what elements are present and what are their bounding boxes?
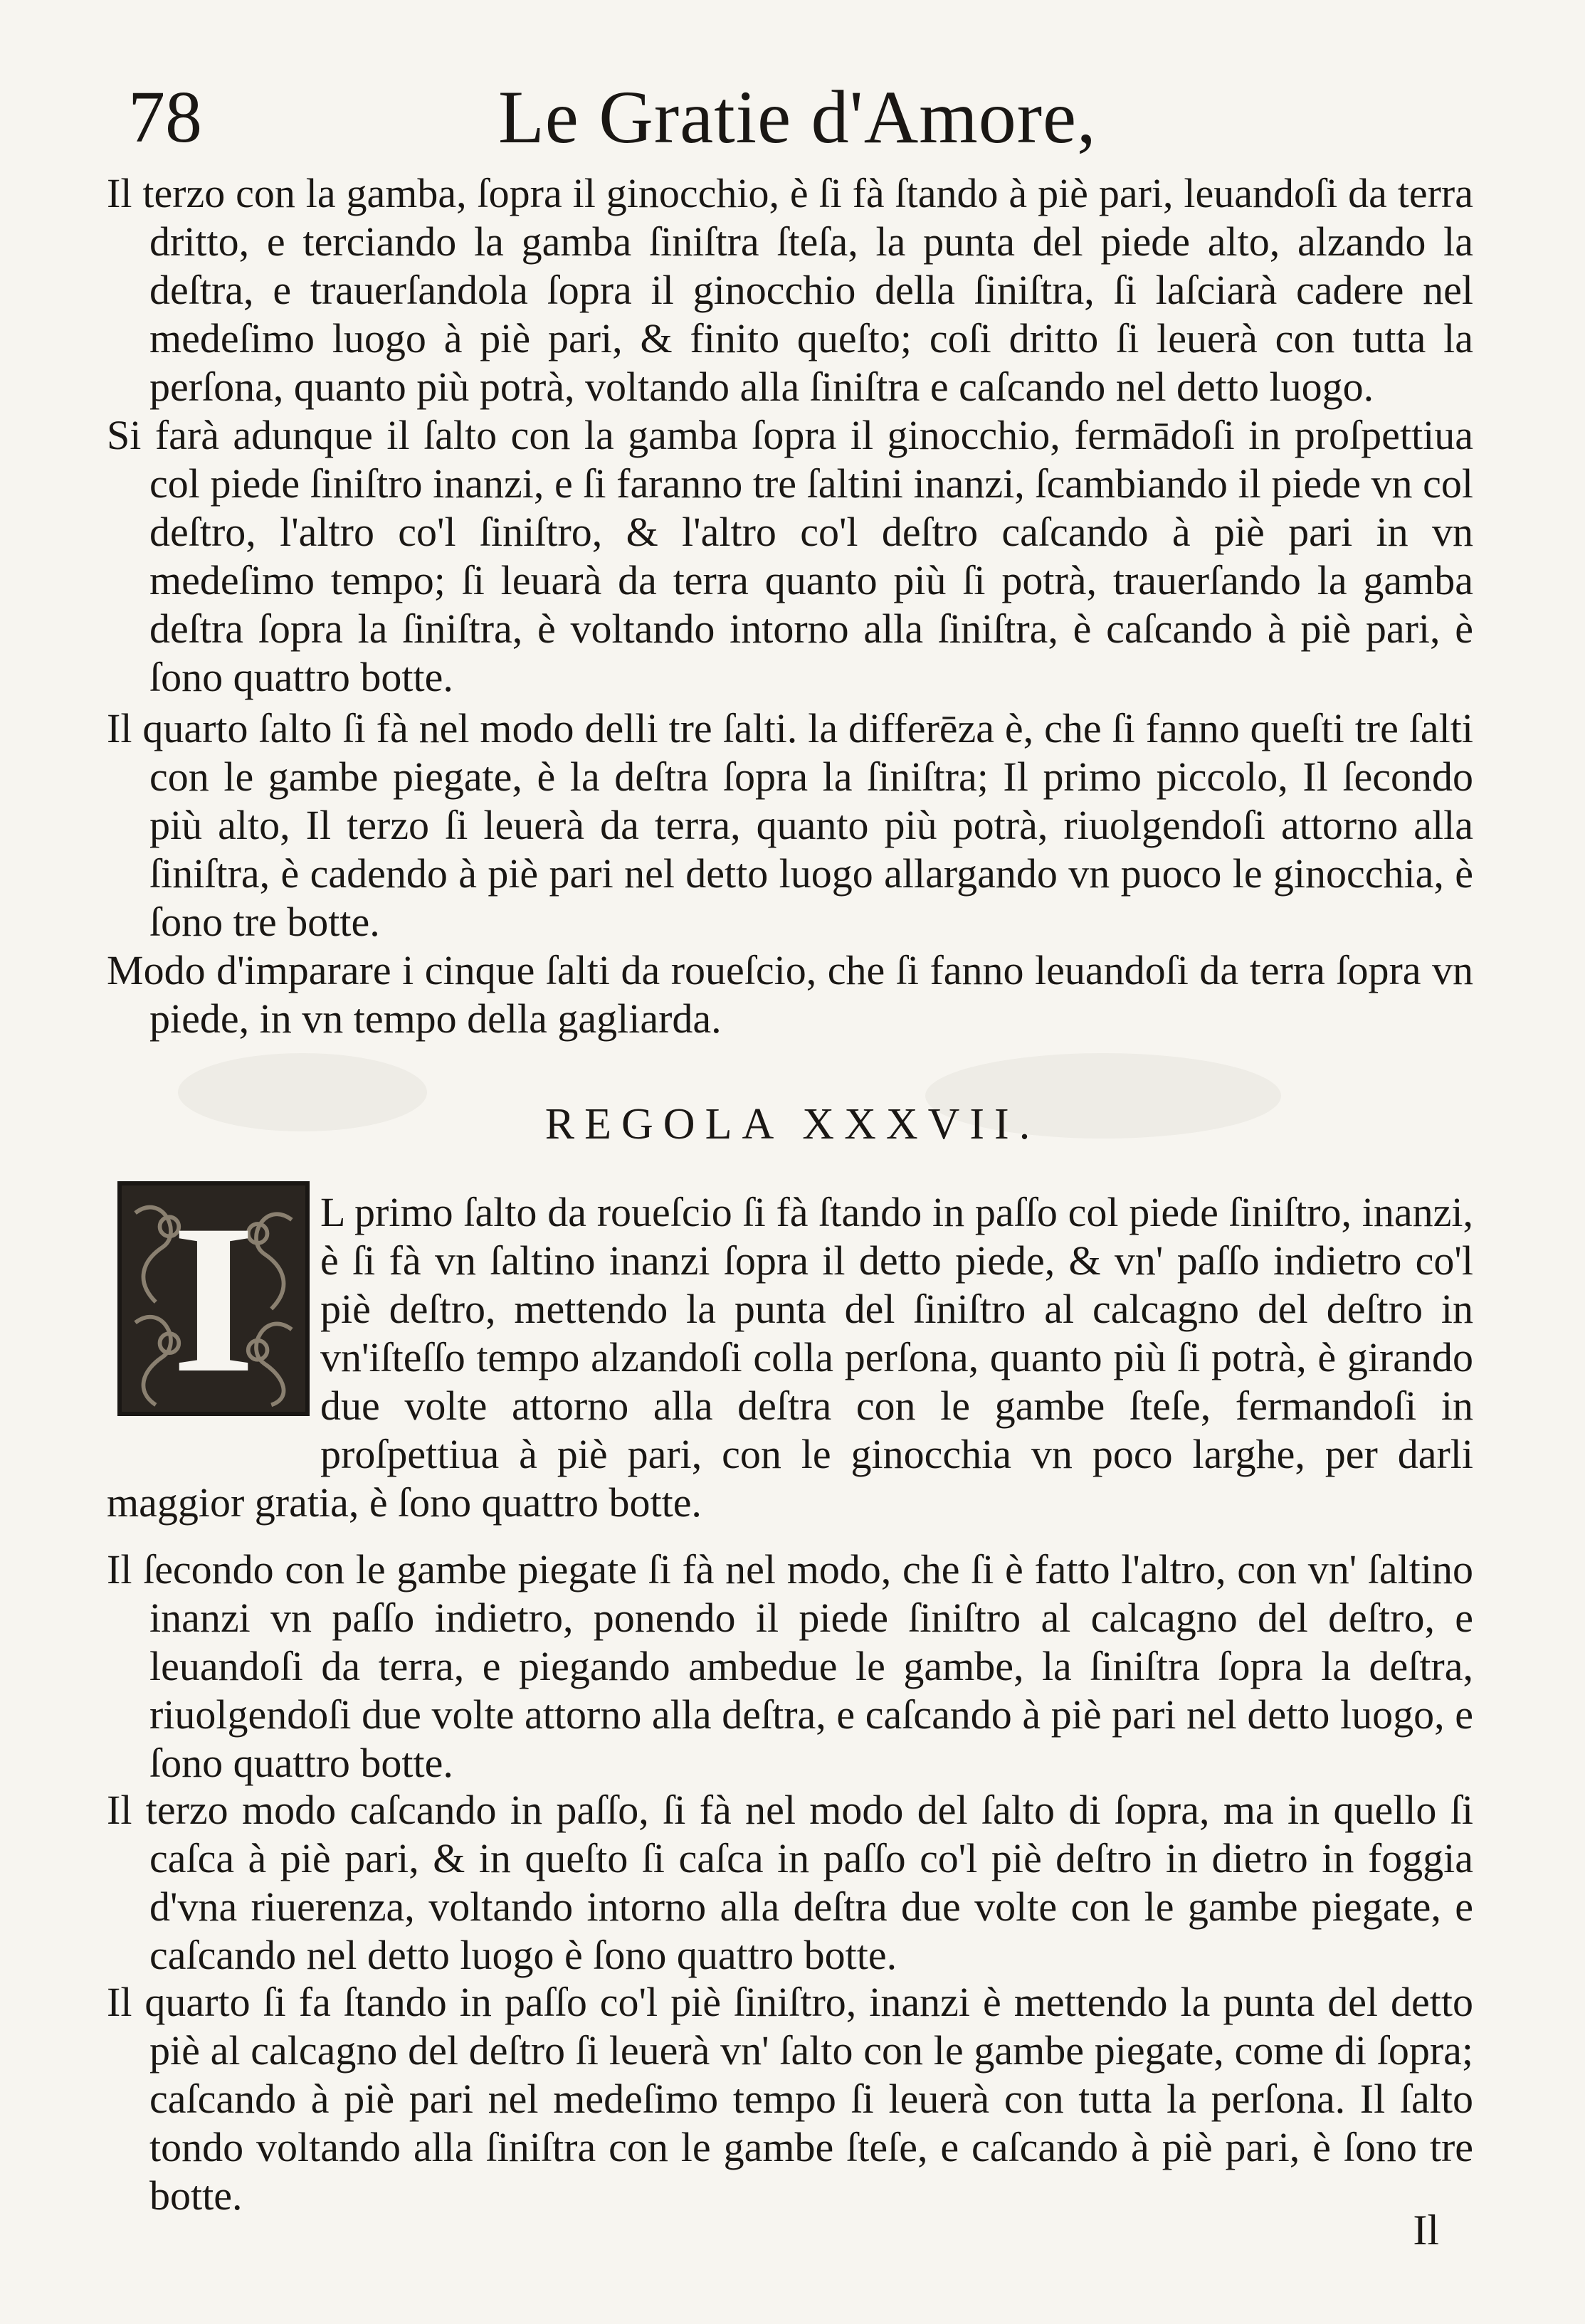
paragraph-quarto-salto: Il quarto ſalto ſi fà nel modo delli tre ſalti. la differēza è, che ſi fanno queſti tre ſalti con le gambe piegate, è la deſtra ſopra la ſiniſtra; Il primo piccolo, Il ſecondo più alto, Il terzo ſi leuerà da terra, quanto più potrà, riuolgendoſi attorno alla ſiniſtra, è cadendo à piè pari nel detto luogo allargando vn puoco le ginocchia, è ſono tre botte. xyxy=(107,705,1473,945)
page-number: 78 xyxy=(128,76,202,158)
paragraph-quarto: Il quarto ſi fa ſtando in paſſo co'l piè ſiniſtro, inanzi è mettendo la punta del detto piè al calcagno del deſtro ſi leuerà vn' ſalto con le gambe piegate, come di ſopra; caſcando à piè pari nel medeſimo tempo ſi leuerà con tutta la perſona. Il ſalto tondo voltando alla ſiniſtra con le gambe ſteſe, e caſcando à piè pari, è ſono tre botte. xyxy=(107,1979,1473,2219)
initial-spacer xyxy=(107,1188,320,1434)
paragraph-secondo: Il ſecondo con le gambe piegate ſi fà nel modo, che ſi è fatto l'altro, con vn' ſaltino inanzi vn paſſo indietro, ponendo il piede ſiniſtro al calcagno del deſtro, e leuandoſi da terra, e piegando ambedue le gambe, la ſiniſtra ſopra la deſtra, riuolgendoſi due volte attorno alla deſtra, e caſcando à piè pari nel detto luogo, e ſono quattro botte. xyxy=(107,1546,1473,1786)
rule-heading: REGOLA XXXVII. xyxy=(544,1100,1041,1148)
paragraph-terzo-modo: Il terzo modo caſcando in paſſo, ſi fà nel modo del ſalto di ſopra, ma in quello ſi caſca à piè pari, & in queſto ſi caſca in paſſo co'l piè deſtro in dietro in foggia d'vna riuerenza, voltando intorno alla deſtra due volte con le gambe piegate, e caſcando nel detto luogo è ſono quattro botte. xyxy=(107,1787,1473,1978)
initial-letter: I xyxy=(172,1181,256,1416)
paragraph-modo-imparare: Modo d'imparare i cinque ſalti da roueſcio, che ſi fanno leuandoſi da terra ſopra vn piede, in vn tempo della gagliarda. xyxy=(107,947,1473,1042)
paragraph-si-fara: Si farà adunque il ſalto con la gamba ſopra il ginocchio, fermādoſi in proſpettiua col piede ſiniſtro inanzi, e ſi faranno tre ſaltini inanzi, ſcambiando il piede vn col deſtro, l'altro co'l ſiniſtro, & l'altro co'l deſtro caſcando à piè pari in vn medeſimo tempo; ſi leuarà da terra quanto più ſi potrà, trauerſando la gamba deſtra ſopra la ſiniſtra, è voltando intorno alla ſiniſtra, è caſcando à piè pari, è ſono quattro botte. xyxy=(107,412,1473,700)
running-title: Le Gratie d'Amore, xyxy=(498,75,1097,159)
catchword: Il xyxy=(1413,2207,1439,2254)
paragraph-primo-salto-text: L primo ſalto da roueſcio ſi fà ſtando in paſſo col piede ſiniſtro, inanzi, è ſi fà vn ſaltino inanzi ſopra il detto piede, & vn' paſſo indietro co'l piè deſtro, mettendo la punta del ſiniſtro al calcagno del deſtro in vn'iſteſſo tempo alzandoſi colla perſona, quanto più ſi potrà, è girando due volte attorno alla deſtra con le gambe ſteſe, fermandoſi in proſpettiua à piè pari, con le ginocchia vn poco larghe, per darli maggior gratia, è ſono quattro botte. xyxy=(107,1189,1473,1526)
page-header xyxy=(128,64,1480,171)
paragraph-terzo-salto: Il terzo con la gamba, ſopra il ginocchio, è ſi fà ſtando à piè pari, leuandoſi da terra dritto, e terciando la gamba ſiniſtra ſteſa, la punta del piede alto, alzando la deſtra, e trauerſandola ſopra il ginocchio della ſiniſtra, ſi laſciarà cadere nel medeſimo luogo à piè pari, & finito queſto; coſi dritto ſi leuerà con tutta la perſona, quanto più potrà, voltando alla ſiniſtra e caſcando nel detto luogo. xyxy=(107,170,1473,410)
paragraph-primo-salto xyxy=(107,1188,1473,1527)
